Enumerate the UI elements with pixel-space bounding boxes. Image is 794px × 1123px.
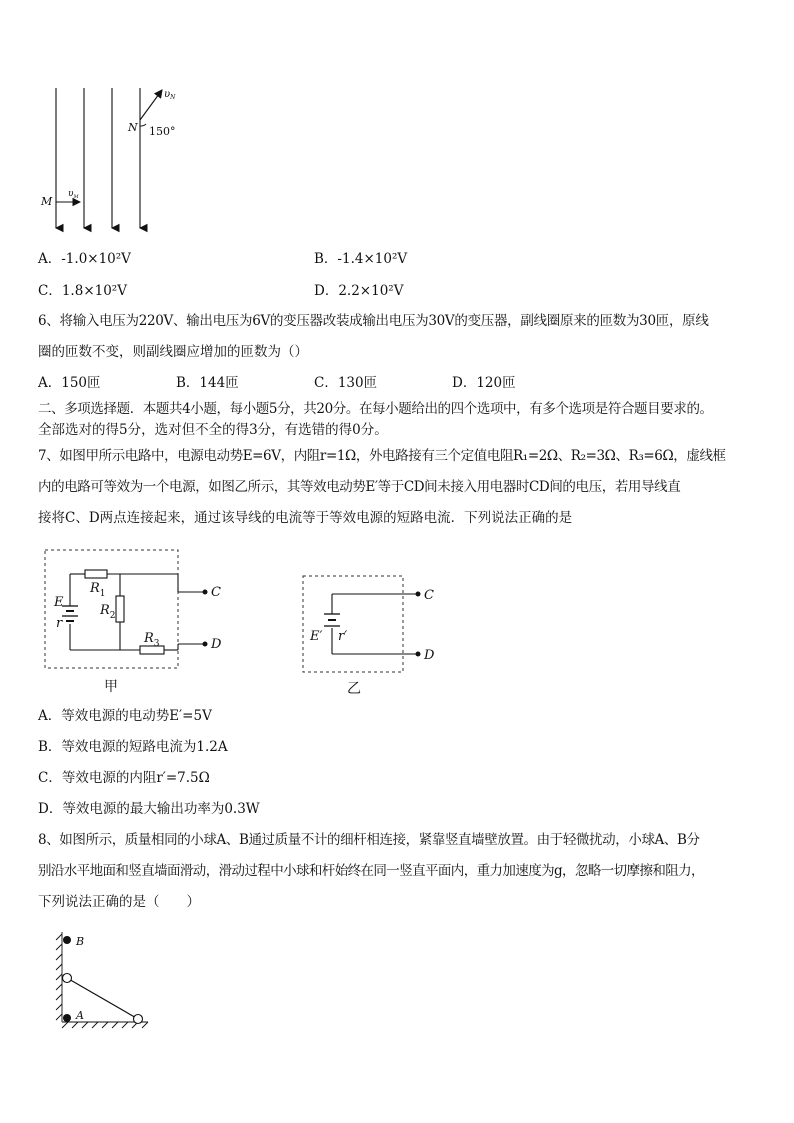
angle-arc xyxy=(140,124,146,126)
q5-option-b: B．-1.4×10²V xyxy=(314,251,408,267)
section2-instructions-line-1: 二、多项选择题．本题共4小题，每小题5分，共20分。在每小题给出的四个选项中，有多个选项是符合题目要求的。 xyxy=(38,401,713,417)
label-vM: $\upsilon_M$ xyxy=(68,189,79,200)
label-angle: 150° xyxy=(149,125,176,138)
ball-b-top xyxy=(63,936,71,944)
terminal-d xyxy=(416,652,421,657)
q8-stem-line-2: 别沿水平地面和竖直墙面滑动，滑动过程中小球和杆始终在同一竖直平面内，重力加速度为g，忽略一切摩擦和阻力， xyxy=(38,863,704,879)
q7-option-c: C．等效电源的内阻r′=7.5Ω xyxy=(38,770,210,786)
terminal-c xyxy=(203,590,208,595)
ball-a-moved xyxy=(134,1015,143,1024)
q7-option-d: D．等效电源的最大输出功率为0.3W xyxy=(38,801,260,817)
q6-option-d: D．120匝 xyxy=(452,375,516,391)
label-r-prime: r′ xyxy=(338,629,348,644)
q5-option-d: D．2.2×10²V xyxy=(314,283,404,299)
q7-stem-line-1: 7、如图甲所示电路中，电源电动势E=6V，内阻r=1Ω，外电路接有三个定值电阻R₁=2Ω、R₂=3Ω、R₃=6Ω，虚线框 xyxy=(38,448,726,464)
field-line-group xyxy=(56,88,140,228)
q6-option-a: A．150匝 xyxy=(38,375,101,391)
label-D: D xyxy=(211,637,222,652)
dashed-box xyxy=(303,576,403,672)
battery-symbol xyxy=(324,614,340,626)
resistor-r1 xyxy=(85,570,107,578)
q8-stem-line-1: 8、如图所示，质量相同的小球A、B通过质量不计的细杆相连接，紧靠竖直墙壁放置。由于轻微扰动，小球A、B分 xyxy=(38,832,700,848)
resistor-r3 xyxy=(140,646,164,654)
section2-instructions-line-2: 全部选对的得5分，选对但不全的得3分，有选错的得0分。 xyxy=(38,422,388,438)
q6-option-b: B．144匝 xyxy=(176,375,239,391)
terminal-d xyxy=(203,642,208,647)
label-M: M xyxy=(41,195,53,208)
q5-option-c: C．1.8×10²V xyxy=(38,283,127,299)
label-E: E xyxy=(54,595,64,610)
label-vN: $\upsilon_N$ xyxy=(164,89,176,101)
q7-stem-line-2: 内的电路可等效为一个电源，如图乙所示，其等效电动势E′等于CD间未接入用电器时CD间的电压，若用导线直 xyxy=(38,479,681,495)
field-lines-figure xyxy=(36,84,186,236)
q6-stem-line-1: 6、将输入电压为220V、输出电压为6V的变压器改装成输出电压为30V的变压器，副线圈原来的匝数为30匝，原线 xyxy=(38,313,709,329)
label-R3: $R_3$ xyxy=(144,631,160,649)
q7-option-a: A．等效电源的电动势E′=5V xyxy=(38,708,212,724)
label-E-prime: E′ xyxy=(310,629,323,644)
ball-b xyxy=(63,974,72,983)
label-C: C xyxy=(424,588,434,603)
label-B: B xyxy=(76,935,85,948)
q7-option-b: B．等效电源的短路电流为1.2A xyxy=(38,739,228,755)
circuit-figure-b xyxy=(298,572,448,676)
q5-option-a: A．-1.0×10²V xyxy=(38,251,131,267)
label-D: D xyxy=(424,648,435,663)
label-r: r xyxy=(56,616,63,631)
figure-a-caption: 甲 xyxy=(104,679,118,695)
battery-symbol xyxy=(62,606,78,621)
label-R2: $R_2$ xyxy=(100,603,116,621)
q8-stem-line-3: 下列说法正确的是（ ） xyxy=(38,894,200,910)
q6-option-c: C．130匝 xyxy=(314,375,378,391)
figure-b-caption: 乙 xyxy=(347,681,361,697)
circuit-figure-a xyxy=(40,546,240,694)
ball-a xyxy=(63,1014,71,1022)
velocity-n-arrow xyxy=(140,90,162,120)
label-R1: $R_1$ xyxy=(90,581,106,599)
wall-hatching xyxy=(56,932,62,1022)
q7-stem-line-3: 接将C、D两点连接起来，通过该导线的电流等于等效电源的短路电流．下列说法正确的是 xyxy=(38,510,573,526)
resistor-r2 xyxy=(116,596,124,622)
label-A: A xyxy=(76,1009,84,1022)
label-C: C xyxy=(211,585,221,600)
rod-wall-figure xyxy=(48,926,168,1030)
q6-stem-line-2: 圈的匝数不变，则副线圈应增加的匝数为（） xyxy=(38,344,308,360)
label-N: N xyxy=(128,121,138,134)
terminal-c xyxy=(416,592,421,597)
